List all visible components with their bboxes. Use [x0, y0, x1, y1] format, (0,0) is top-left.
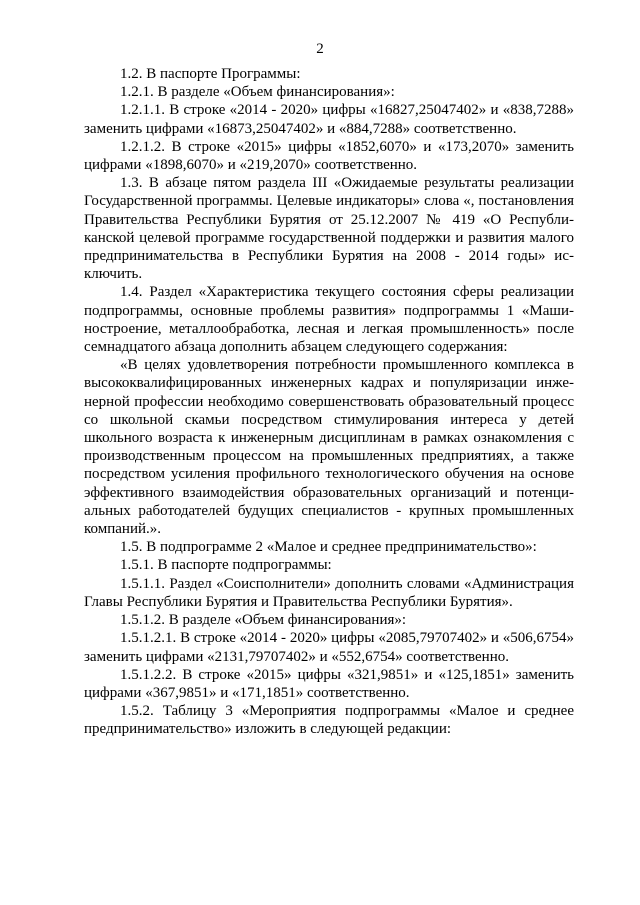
paragraph-1-5-1: 1.5.1. В паспорте подпрограммы: — [120, 557, 332, 574]
paragraph-1-2-1-1: 1.2.1.1. В строке «2014 - 2020» цифры «16827,25047402» и «838,7288» заменить цифрами «16873,25047402» и «884,7288» соответственно. — [84, 102, 574, 137]
page-number: 2 — [316, 41, 324, 57]
paragraph-1-2-1: 1.2.1. В разделе «Объем финансирования»: — [120, 84, 395, 101]
paragraph-1-5-2: 1.5.2. Таблицу 3 «Мероприятия подпрограммы «Малое и среднее предпринимательство» изложить в следующей редакции: — [84, 703, 574, 738]
paragraph-1-5-1-2-2: 1.5.1.2.2. В строке «2015» цифры «321,9851» и «125,1851» заменить цифрами «367,9851» и «171,1851» соответственно. — [84, 666, 574, 701]
paragraph-1-2: 1.2. В паспорте Программы: — [120, 66, 301, 82]
paragraph-quoted-addition: «В целях удовлетворения потребности промышленного комплекса в высококвалифицированных инженерных кадрах и популяризации инженерной профессии необходимо совершенствовать образовательный процесс со школьной скамьи посредством стимулирования интереса у детей школьного возраста к инженерным дисциплинам в рамках ознакомления с производственным процессом на промышленных предприятиях, а также посредством усиления профильного технологического обучения на основе эффективного взаимодействия образовательных организаций и потенциальных работодателей будущих специалистов - крупных промышленных компаний.». — [84, 357, 574, 538]
paragraph-1-5: 1.5. В подпрограмме 2 «Малое и среднее предпринимательство»: — [120, 539, 537, 556]
paragraph-1-3: 1.3. В абзаце пятом раздела III «Ожидаемые результаты реализации Государственной программы. Целевые индикаторы» слова «, постановления Правительства Республики Бурятия от 25.12.2007 № 419 «О Республиканской целевой программе государственной поддержки и развития малого предпринимательства в Республики Бурятия на 2008 - 2014 годы» исключить. — [84, 175, 574, 283]
paragraph-1-5-1-1: 1.5.1.1. Раздел «Соисполнители» дополнить словами «Администрация Главы Республики Бурятия и Правительства Республики Бурятия». — [84, 575, 574, 610]
paragraph-1-4: 1.4. Раздел «Характеристика текущего состояния сферы реализации подпрограммы, основные проблемы развития» подпрограммы 1 «Машиностроение, металлообработка, лесная и легкая промышленность» после семнадцатого абзаца дополнить абзацем следующего содержания: — [84, 284, 574, 356]
paragraph-1-5-1-2-1: 1.5.1.2.1. В строке «2014 - 2020» цифры «2085,79707402» и «506,6754» заменить цифрами «2131,79707402» и «552,6754» соответственно. — [84, 630, 574, 665]
document-body — [84, 65, 574, 739]
paragraph-1-5-1-2: 1.5.1.2. В разделе «Объем финансирования»: — [120, 612, 407, 629]
paragraph-1-2-1-2: 1.2.1.2. В строке «2015» цифры «1852,6070» и «173,2070» заменить цифрами «1898,6070» и «219,2070» соответственно. — [84, 138, 574, 174]
